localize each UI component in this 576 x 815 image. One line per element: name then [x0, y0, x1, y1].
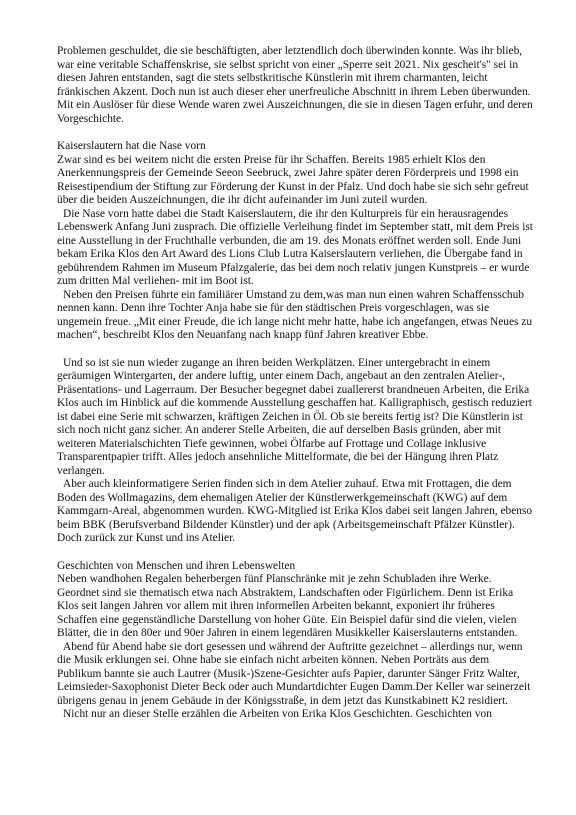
- paragraph: Die Nase vorn hatte dabei die Stadt Kaiserslautern, die ihr den Kulturpreis für ein herausragendes Lebenswerk Anfang Juni zusprach. Die offizielle Verleihung findet im September statt, mit dem Preis ist eine Ausstellung in der Fruchthalle verbunden, die am 19. des Monats eröffnet werden soll. Ende Juni bekam Erika Klos den Art Award des Lions Club Lutra Kaiserslautern verliehen, die Übergabe fand in gebührendem Rahmen im Museum Pfalzgalerie, das bei dem noch relativ jungen Kunstpreis – er wurde zum dritten Mal verliehen- mit im Boot ist.: [57, 207, 533, 287]
- paragraph: Neben den Preisen führte ein familiärer Umstand zu dem,was man nun einen wahren Schaffensschub nennen kann. Denn ihre Tochter Anja habe sie für den städtischen Preis vorgeschlagen, was sie ungemein freue. „Mit einer Freude, die ich lange nicht mehr hatte, habe ich angefangen, etwas Neues zu machen“, beschreibt Klos den Neuanfang nach knapp fünf Jahren kreativer Ebbe.: [57, 288, 533, 341]
- paragraph: Neben wandhohen Regalen beherbergen fünf Planschränke mit je zehn Schubladen ihre Werke. Geordnet sind sie thematisch etwa nach Abstraktem, Landschaften oder Figürlichem. Denn ist Erika Klos seit langen Jahren vor allem mit ihren informellen Arbeiten bekannt, exponiert ihr früheres Schaffen eine gegenständliche Darstellung von hoher Güte. Ein Beispiel dafür sind die vielen, vielen Blätter, die in den 80er und 90er Jahren in einem legendären Musikkeller Kaiserslauterns entstanden.: [57, 573, 518, 639]
- article-page: [57, 0, 535, 722]
- intro-paragraph: Problemen geschuldet, die sie beschäftigten, aber letztendlich doch überwinden konnte. Was ihr blieb, war eine veritable Schaffenskrise, sie selbst spricht von einer „Sperre seit 2021. Nix gescheit's" sei in diesen Jahren entstanden, sagt die stets selbstkritische Künstlerin mit ihrem charmanten, leicht fränkischen Akzent. Doch nun ist auch dieser eher unerfreuliche Abschnitt in ihrem Leben überwunden. Mit ein Auslöser für diese Wende waren zwei Auszeichnungen, die sie in diesen Tagen erfuhr, und deren Vorgeschichte.: [57, 45, 533, 125]
- paragraph: Aber auch kleinformatigere Serien finden sich in dem Atelier zuhauf. Etwa mit Frottagen, die dem Boden des Wollmagazins, dem ehemaligen Atelier der Künstlerwerkgemeinschaft (KWG) auf dem Kammgarn-Areal, abgenommen wurden. KWG-Mitglied ist Erika Klos dabei seit langen Jahren, ebenso beim BBK (Berufsverband Bildender Künstler) und der apk (Arbeitsgemeinschaft Pfälzer Künstler). Doch zurück zur Kunst und ins Atelier.: [57, 478, 533, 544]
- paragraph: Abend für Abend habe sie dort gesessen und während der Auftritte gezeichnet – allerdings nur, wenn die Musik erklungen sei. Ohne habe sie einfach nicht arbeiten können. Neben Porträts aus dem Publikum bannte sie auch Lautrer (Musik-)Szene-Gesichter aufs Papier, darunter Sänger Fritz Walter, Leimsieder-Saxophonist Dieter Beck oder auch Mundartdichter Eugen Damm.Der Keller war seinerzeit übrigens genau in jenem Gebäude in der Königsstraße, in dem jetzt das Kunstkabinett K2 residiert.: [57, 640, 531, 707]
- section-heading-kaiserslautern: Kaiserslautern hat die Nase vorn: [57, 140, 206, 152]
- paragraph: Und so ist sie nun wieder zugange an ihren beiden Werkplätzen. Einer untergebracht in einem geräumigen Wintergarten, der andere luftig, unter einem Dach, angebaut an den zentralen Atelier-, Präsentations- und Lagerraum. Der Besucher begegnet dabei zuallererst brandneuen Arbeiten, die Erika Klos auch im Hinblick auf die kommende Ausstellung geschaffen hat. Kalligraphisch, gestisch reduziert ist dabei eine Serie mit schwarzen, kräftigen Zeichen in Öl. Ob sie bereits fertig ist? Die Künstlerin ist sich noch nicht ganz sicher. An anderer Stelle Arbeiten, die auf derselben Basis gründen, aber mit weiteren Materialschichten Tiefe gewinnen, wobei Ölfarbe auf Frottage und Collage inklusive Transparentpapier trifft. Alles jedoch ansehnliche Mittelformate, die bei der Hängung ihren Platz verlangen.: [57, 356, 532, 477]
- paragraph: Nicht nur an dieser Stelle erzählen die Arbeiten von Erika Klos Geschichten. Geschichten von: [63, 708, 492, 720]
- section-heading-geschichten: Geschichten von Menschen und ihren Lebenswelten: [57, 559, 296, 572]
- paragraph: Zwar sind es bei weitem nicht die ersten Preise für ihr Schaffen. Bereits 1985 erhielt Klos den Anerkennungspreis der Gemeinde Seeon Seebruck, zwei Jahre später deren Förderpreis und 1998 ein Reisestipendium der Stiftung zur Förderung der Kunst in der Pfalz. Und doch habe sie sich sehr gefreut über die beiden Auszeichnungen, die ihr dicht aufeinander im Juni zuteil wurden.: [57, 153, 529, 206]
